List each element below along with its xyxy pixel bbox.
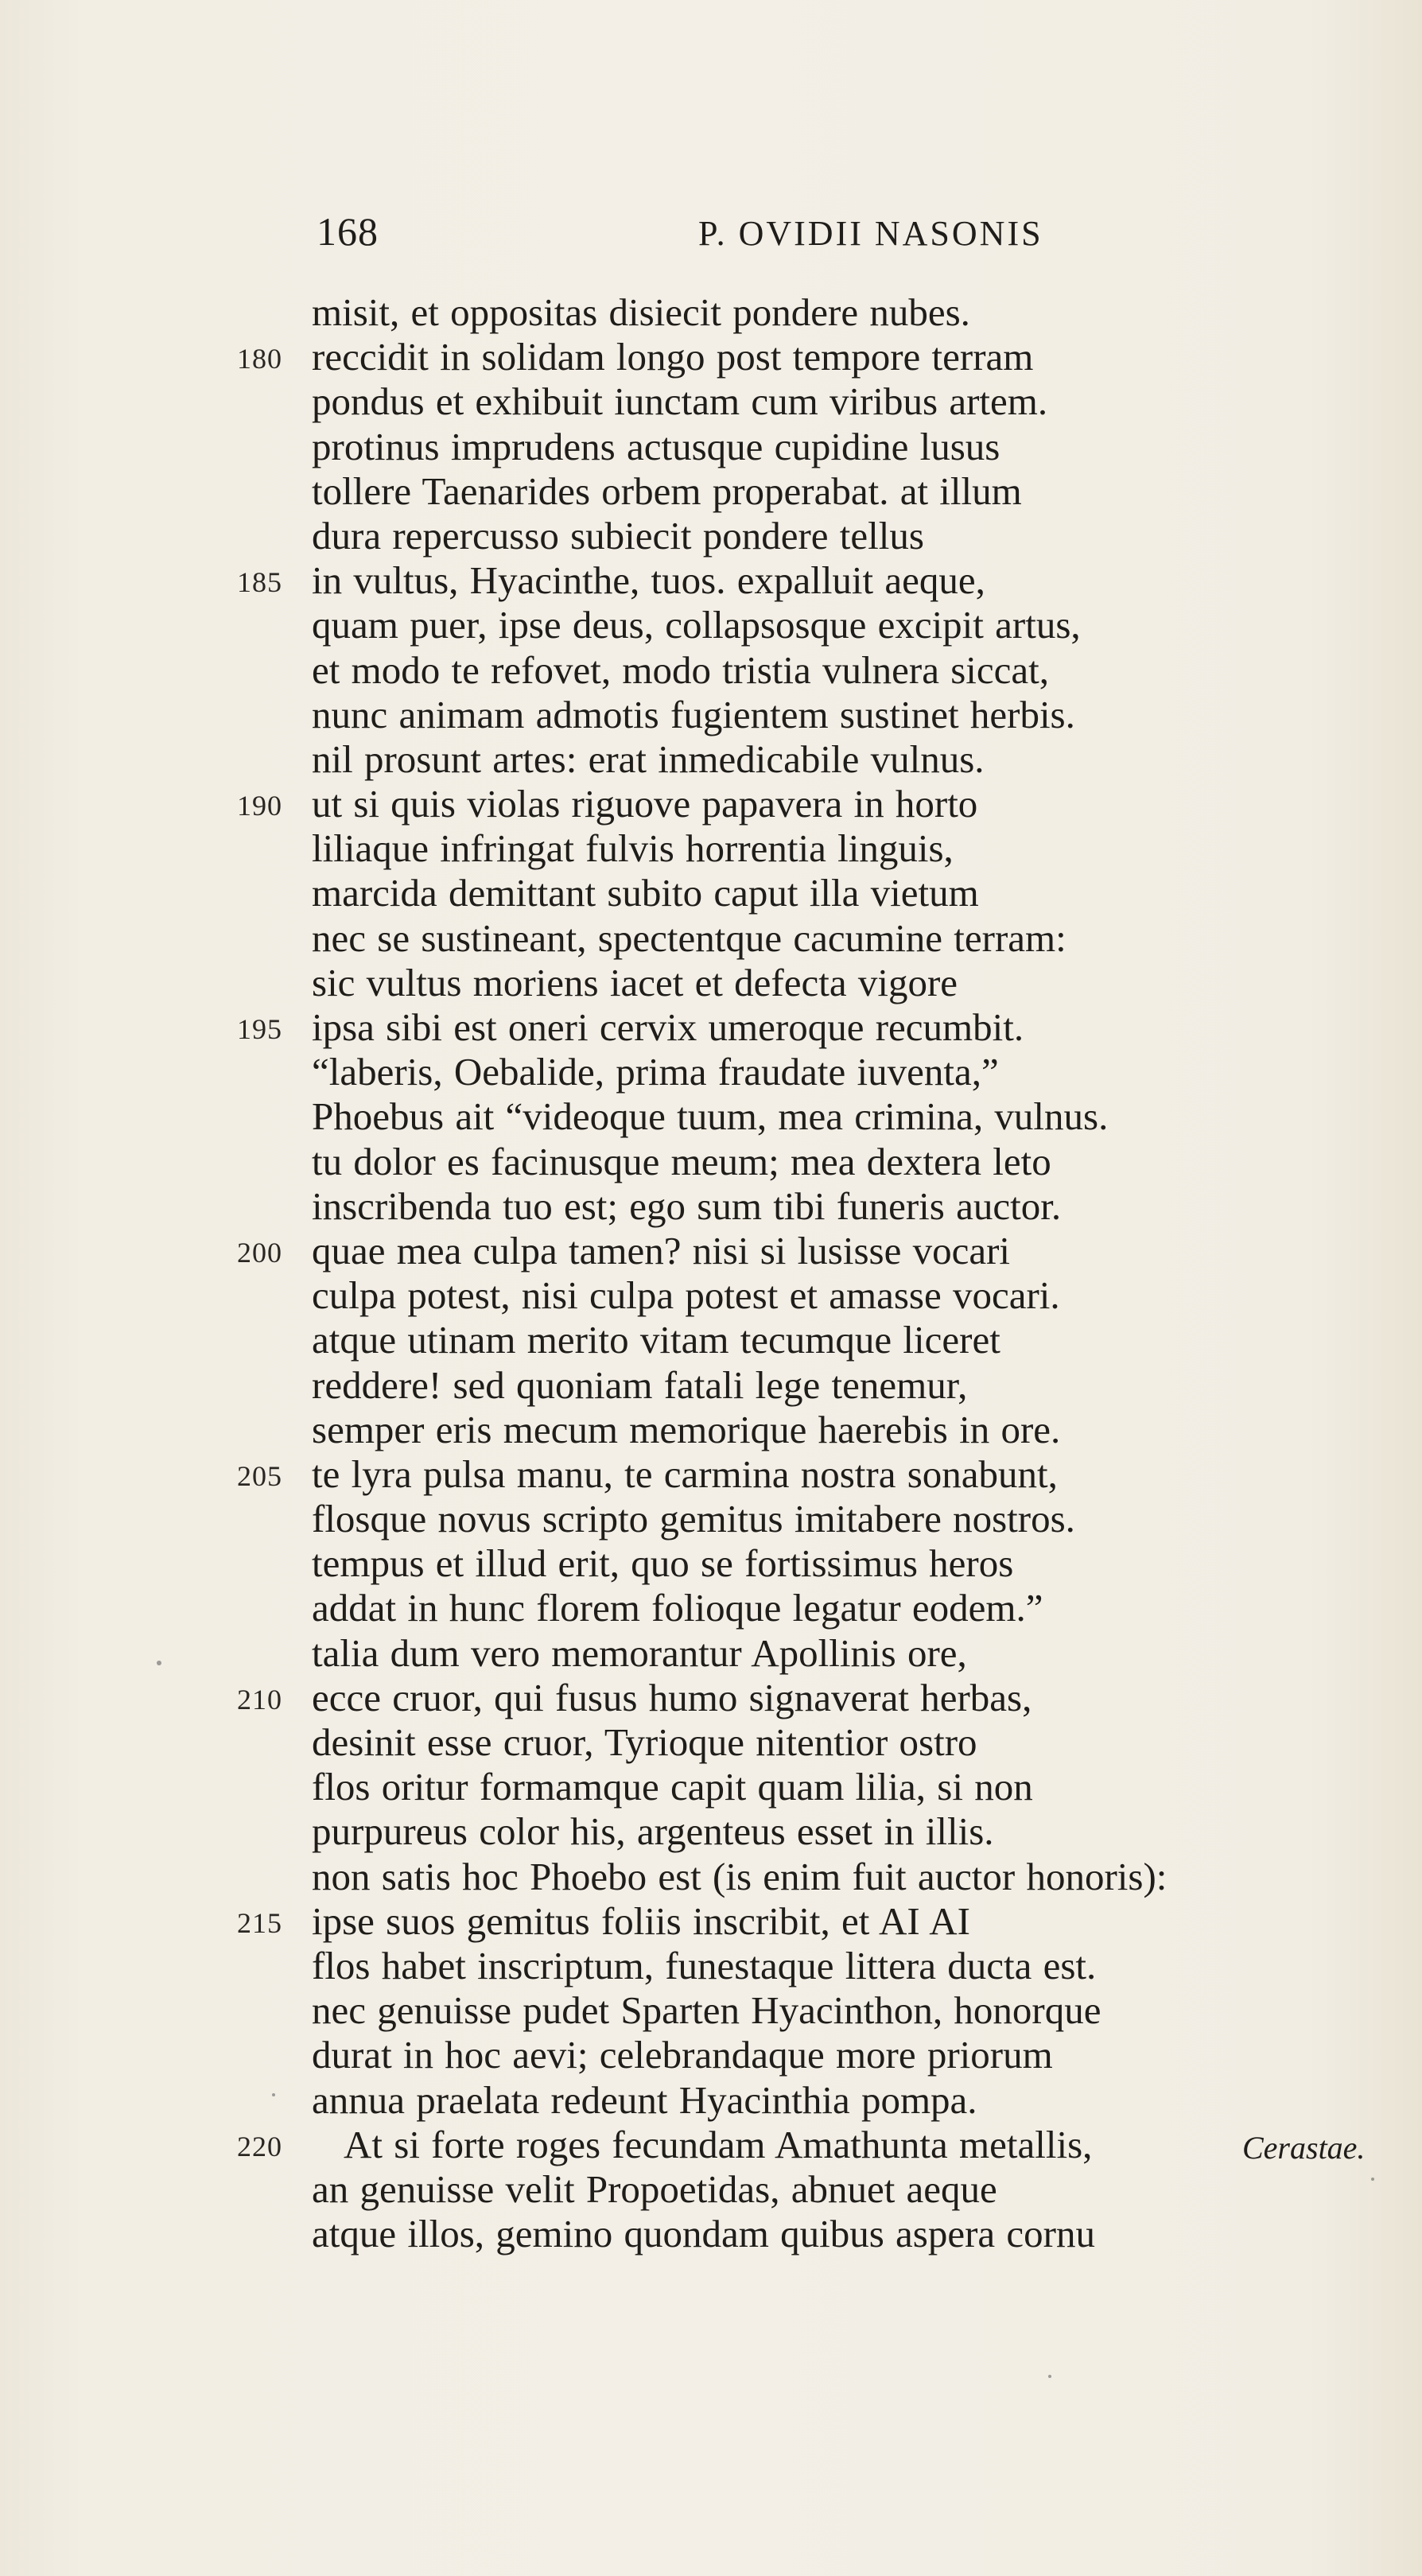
verse-text: tollere Taenarides orbem properabat. at illum <box>312 468 1022 513</box>
verse-line <box>0 2212 1422 2256</box>
page-header <box>317 208 1112 264</box>
verse-line <box>0 2123 1422 2167</box>
verse-text: protinus imprudens actusque cupidine lusus <box>312 424 1000 468</box>
verse-line <box>0 1809 1422 1854</box>
verse-line <box>0 514 1422 558</box>
verse-line <box>0 916 1422 961</box>
verse-line <box>0 290 1422 335</box>
verse-text: quae mea culpa tamen? nisi si lusisse vocari <box>312 1228 1011 1272</box>
verse-text: et modo te refovet, modo tristia vulnera siccat, <box>312 647 1050 692</box>
verse-text: ipse suos gemitus foliis inscribit, et AI AI <box>312 1898 970 1943</box>
verse-text: desinit esse cruor, Tyrioque nitentior ostro <box>312 1720 977 1764</box>
verse-line <box>0 1765 1422 1809</box>
verse-line <box>0 961 1422 1005</box>
verse-line <box>0 737 1422 782</box>
verse-text: culpa potest, nisi culpa potest et amasse vocari. <box>312 1273 1060 1318</box>
line-number: 190 <box>237 790 282 822</box>
verse-text: in vultus, Hyacinthe, tuos. expalluit aeque, <box>312 558 985 603</box>
verse-line <box>0 1988 1422 2033</box>
verse-text: flos oritur formamque capit quam lilia, si non <box>312 1765 1033 1809</box>
verse-line <box>0 1140 1422 1184</box>
verse-text: reddere! sed quoniam fatali lege tenemur, <box>312 1362 968 1407</box>
verse-text: nil prosunt artes: erat inmedicabile vulnus. <box>312 736 985 781</box>
verse-text: reccidit in solidam longo post tempore terram <box>312 335 1034 379</box>
verse-line <box>0 826 1422 871</box>
verse-line <box>0 2167 1422 2212</box>
verse-text: flos habet inscriptum, funestaque littera ducta est. <box>312 1943 1097 1987</box>
verse-text: At si forte roges fecundam Amathunta metallis, <box>344 2122 1093 2166</box>
verse-text: nec genuisse pudet Sparten Hyacinthon, honorque <box>312 1988 1101 2033</box>
verse-text: atque illos, gemino quondam quibus aspera cornu <box>312 2212 1095 2256</box>
verse-text: tu dolor es facinusque meum; mea dextera leto <box>312 1139 1051 1183</box>
verse-line <box>0 1318 1422 1362</box>
verse-text: “laberis, Oebalide, prima fraudate iuventa,” <box>312 1050 999 1094</box>
line-number: 205 <box>237 1459 282 1492</box>
verse-line <box>0 1631 1422 1676</box>
verse-line <box>0 782 1422 826</box>
verse-text: purpureus color his, argenteus esset in illis. <box>312 1809 994 1854</box>
verse-text: quam puer, ipse deus, collapsosque excipit artus, <box>312 603 1081 647</box>
verse-line <box>0 2033 1422 2077</box>
verse-line <box>0 1363 1422 1408</box>
line-number: 195 <box>237 1013 282 1045</box>
line-number: 215 <box>237 1906 282 1939</box>
verse-line <box>0 1720 1422 1765</box>
print-speck <box>1048 2375 1051 2378</box>
verse-text: pondus et exhibuit iunctam cum viribus artem. <box>312 379 1048 424</box>
verse-line <box>0 1899 1422 1944</box>
verse-text: dura repercusso subiecit pondere tellus <box>312 513 924 558</box>
line-number: 185 <box>237 566 282 599</box>
verse-text: annua praelata redeunt Hyacinthia pompa. <box>312 2077 977 2122</box>
verse-text: ecce cruor, qui fusus humo signaverat herbas, <box>312 1675 1032 1719</box>
verse-text: flosque novus scripto gemitus imitabere nostros. <box>312 1497 1075 1541</box>
verse-text: addat in hunc florem folioque legatur eodem.” <box>312 1586 1043 1630</box>
verse-line <box>0 469 1422 514</box>
verse-line <box>0 1094 1422 1139</box>
verse-line <box>0 871 1422 915</box>
verse-line <box>0 1408 1422 1452</box>
verse-line <box>0 648 1422 693</box>
print-speck <box>1371 2178 1374 2181</box>
verse-text: ipsa sibi est oneri cervix umeroque recumbit. <box>312 1005 1024 1049</box>
verse-text: marcida demittant subito caput illa vietum <box>312 871 979 915</box>
verse-line <box>0 1050 1422 1094</box>
line-number: 220 <box>237 2130 282 2162</box>
verse-text: sic vultus moriens iacet et defecta vigore <box>312 960 958 1004</box>
print-speck <box>272 2093 275 2096</box>
verse-text: atque utinam merito vitam tecumque liceret <box>312 1318 1000 1362</box>
print-speck <box>157 1661 161 1665</box>
verse-block <box>0 290 1422 2256</box>
verse-text: misit, et oppositas disiecit pondere nubes. <box>312 290 970 334</box>
running-head: P. OVIDII NASONIS <box>698 214 1043 253</box>
verse-text: Phoebus ait “videoque tuum, mea crimina, vulnus. <box>312 1094 1109 1139</box>
verse-line <box>0 425 1422 469</box>
verse-text: nunc animam admotis fugientem sustinet herbis. <box>312 692 1075 736</box>
verse-line <box>0 1944 1422 1988</box>
line-number: 210 <box>237 1683 282 1715</box>
verse-line <box>0 1184 1422 1229</box>
verse-line <box>0 1005 1422 1050</box>
verse-text: liliaque infringat fulvis horrentia linguis, <box>312 826 954 871</box>
verse-line <box>0 1229 1422 1273</box>
verse-text: te lyra pulsa manu, te carmina nostra sonabunt, <box>312 1451 1058 1496</box>
verse-line <box>0 1273 1422 1318</box>
verse-text: durat in hoc aevi; celebrandaque more priorum <box>312 2033 1053 2077</box>
verse-text: non satis hoc Phoebo est (is enim fuit auctor honoris): <box>312 1854 1168 1898</box>
verse-line <box>0 1586 1422 1630</box>
verse-text: tempus et illud erit, quo se fortissimus heros <box>312 1541 1014 1586</box>
verse-line <box>0 1452 1422 1497</box>
margin-note: Cerastae. <box>1242 2129 1366 2166</box>
verse-text: ut si quis violas riguove papavera in horto <box>312 782 978 826</box>
verse-line <box>0 558 1422 603</box>
verse-line <box>0 603 1422 647</box>
verse-line <box>0 379 1422 424</box>
verse-line <box>0 1855 1422 1899</box>
verse-line <box>0 335 1422 379</box>
verse-text: inscribenda tuo est; ego sum tibi funeris auctor. <box>312 1183 1062 1228</box>
line-number: 180 <box>237 343 282 375</box>
verse-line <box>0 2078 1422 2123</box>
verse-line <box>0 1541 1422 1586</box>
verse-line <box>0 693 1422 737</box>
verse-text: talia dum vero memorantur Apollinis ore, <box>312 1630 967 1675</box>
verse-text: an genuisse velit Propoetidas, abnuet aeque <box>312 2166 997 2211</box>
verse-text: semper eris mecum memorique haerebis in ore. <box>312 1407 1061 1451</box>
verse-line <box>0 1676 1422 1720</box>
verse-text: nec se sustineant, spectentque cacumine terram: <box>312 915 1066 960</box>
line-number: 200 <box>237 1236 282 1269</box>
page-number: 168 <box>317 209 379 254</box>
verse-line <box>0 1497 1422 1541</box>
